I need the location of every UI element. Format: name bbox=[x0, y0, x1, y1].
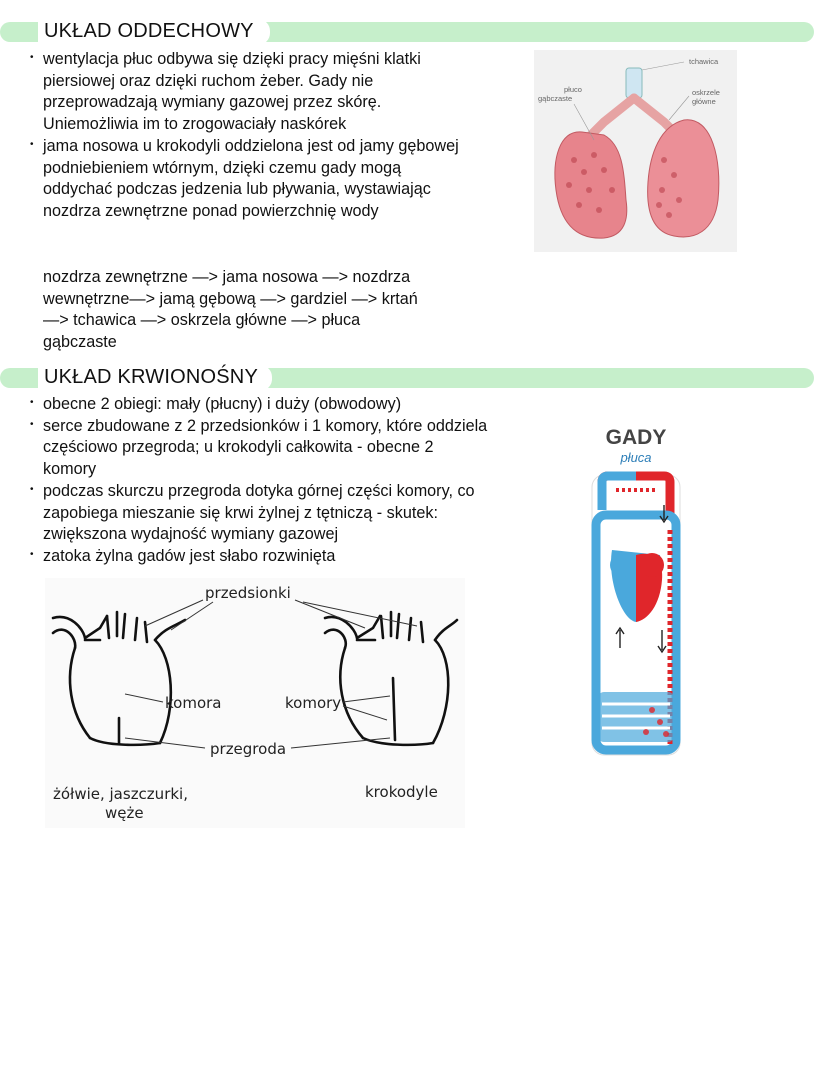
bullet-icon: • bbox=[30, 52, 34, 63]
list-item: • wentylacja płuc odbywa się dzięki pracy mięśni klatki piersiowej oraz dzięki ruchom żeber. Gady nie przeprowadzają wymiany gazowej przez skórę. Uniemożliwia im to zrogowaciały naskórek bbox=[30, 49, 460, 136]
respiratory-bullet-list bbox=[30, 49, 460, 223]
trachea-icon bbox=[626, 68, 642, 98]
pathway-line: wewnętrzne—> jamą gębową —> gardziel —> krtań bbox=[43, 289, 418, 308]
bullet-icon: • bbox=[30, 138, 34, 150]
pulmonary-artery bbox=[602, 476, 670, 515]
label-ventricle: komora bbox=[165, 694, 222, 712]
heart-diagram-svg bbox=[45, 578, 465, 828]
list-item: • obecne 2 obiegi: mały (płucny) i duży (obwodowy) bbox=[30, 394, 520, 416]
bullet-icon: • bbox=[30, 397, 34, 408]
right-lung-icon bbox=[648, 120, 719, 237]
circulation-svg bbox=[582, 420, 692, 760]
section-title-circulatory: UKŁAD KRWIONOŚNY bbox=[44, 366, 258, 388]
list-item: • zatoka żylna gadów jest słabo rozwinięta bbox=[30, 546, 520, 568]
section-title-respiratory: UKŁAD ODDECHOWY bbox=[44, 20, 254, 42]
circulation-diagram bbox=[582, 420, 692, 760]
lung-illustration bbox=[534, 50, 737, 252]
label-ventricles: komory bbox=[285, 694, 342, 712]
diagram-title: GADY bbox=[605, 426, 667, 449]
pulmonary-vein bbox=[602, 476, 636, 510]
left-lung-icon bbox=[555, 132, 627, 238]
list-item: • podczas skurczu przegroda dotyka górnej części komory, co zapobiega mieszanie się krwi żylnej z tętniczą - skutek: zwiększona wydajność wymiany gazowej bbox=[30, 481, 520, 546]
label-lung-1: płuco bbox=[564, 85, 582, 94]
caption-crocodiles: krokodyle bbox=[365, 783, 438, 801]
pathway-line: —> tchawica —> oskrzela główne —> płuca bbox=[43, 311, 361, 330]
bullet-icon: • bbox=[30, 548, 34, 560]
list-item: • serce zbudowane z 2 przedsionków i 1 komory, które oddziela częściowo przegroda; u krokodyli całkowita - obecne 2 komory bbox=[30, 416, 520, 481]
label-organs: narządy bbox=[612, 670, 660, 685]
label-lung-2: gąbczaste bbox=[538, 94, 573, 103]
label-lungs: płuca bbox=[620, 450, 652, 465]
caption-turtles-2: węże bbox=[105, 804, 144, 822]
heart-diagram bbox=[45, 578, 465, 828]
pathway-line: nozdrza zewnętrzne —> jama nosowa —> nozdrza bbox=[43, 268, 411, 286]
label-atria: przedsionki bbox=[205, 584, 291, 602]
pathway-line: gąbczaste bbox=[43, 333, 117, 352]
lung-svg bbox=[534, 50, 737, 252]
left-heart-outline bbox=[155, 640, 171, 743]
label-bronchi-2: główne bbox=[692, 97, 716, 106]
respiratory-pathway bbox=[43, 267, 418, 354]
label-trachea: tchawica bbox=[689, 57, 719, 66]
caption-turtles-1: żółwie, jaszczurki, bbox=[53, 785, 188, 803]
circulatory-bullet-list bbox=[30, 394, 520, 568]
bullet-icon: • bbox=[30, 483, 34, 495]
label-bronchi-1: oskrzele bbox=[692, 88, 720, 97]
list-item: • jama nosowa u krokodyli oddzielona jest od jamy gębowej podniebieniem wtórnym, dzięki czemu gady mogą oddychać podczas jedzenia lub pływania, wystawiając nozdrza zewnętrzne ponad powierzchnię wody bbox=[30, 136, 460, 223]
bullet-icon: • bbox=[30, 418, 34, 430]
left-heart-outline bbox=[70, 648, 90, 738]
label-septum: przegroda bbox=[210, 740, 287, 758]
